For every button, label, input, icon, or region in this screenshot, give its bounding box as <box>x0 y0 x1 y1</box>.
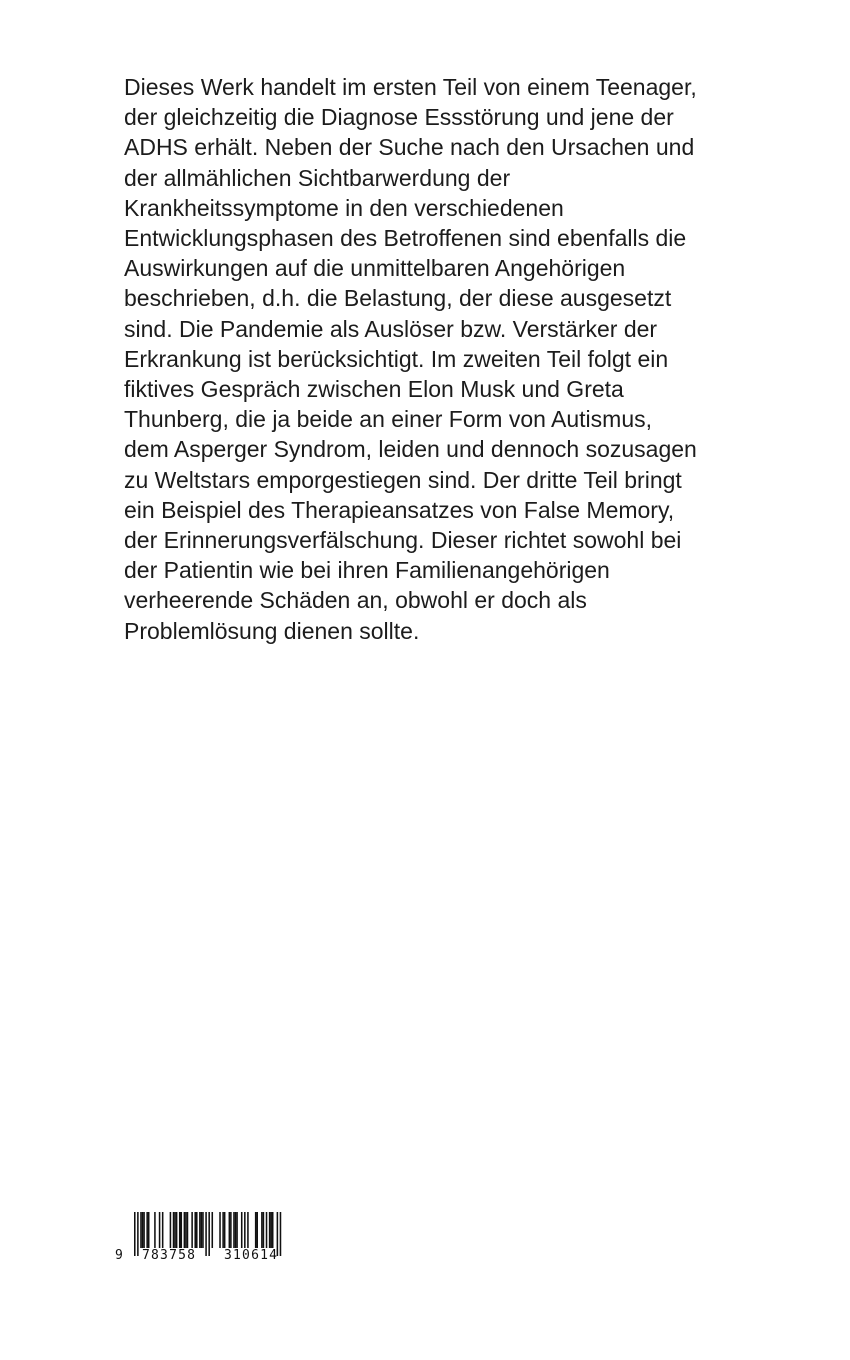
barcode-bar <box>184 1212 186 1248</box>
barcode-bar <box>235 1212 237 1248</box>
description-line: der allmählichen Sichtbarwerdung der <box>124 164 511 191</box>
description-line: Problemlösung dienen sollte. <box>124 617 420 644</box>
barcode-bar <box>187 1212 189 1248</box>
barcode-bar <box>154 1212 156 1248</box>
barcode-bar <box>224 1212 226 1248</box>
barcode-bar <box>140 1212 142 1248</box>
barcode-bar <box>241 1212 243 1248</box>
barcode-right-group: 310614 <box>224 1248 279 1263</box>
barcode-bar <box>179 1212 181 1248</box>
barcode-bar <box>174 1212 176 1248</box>
description-line: sind. Die Pandemie als Auslöser bzw. Verstärker der <box>124 315 658 342</box>
barcode-bar <box>162 1212 164 1248</box>
description-line: der Patientin wie bei ihren Familienangehörigen <box>124 557 610 584</box>
barcode-bar <box>256 1212 258 1248</box>
barcode-bar <box>263 1212 265 1248</box>
description-line: Auswirkungen auf die unmittelbaren Angehörigen <box>124 255 626 282</box>
barcode-bar <box>233 1212 235 1248</box>
barcode-bar <box>146 1212 148 1248</box>
description-line: ein Beispiel des Therapieansatzes von False Memory, <box>124 496 675 523</box>
barcode-bar <box>212 1212 214 1248</box>
description-line: Entwicklungsphasen des Betroffenen sind ebenfalls die <box>124 225 687 252</box>
barcode-bar <box>244 1212 246 1248</box>
barcode-bar <box>230 1212 232 1248</box>
description-line: dem Asperger Syndrom, leiden und dennoch sozusagen <box>124 436 697 463</box>
description-line: verheerende Schäden an, obwohl er doch als <box>124 587 587 614</box>
barcode-bar <box>261 1212 263 1248</box>
barcode-bar <box>170 1212 172 1248</box>
description-line: Thunberg, die ja beide an einer Form von Autismus, <box>124 406 653 433</box>
barcode-bar <box>269 1212 271 1248</box>
description-line: Dieses Werk handelt im ersten Teil von einem Teenager, <box>124 74 697 100</box>
description-line: der Erinnerungsverfälschung. Dieser richtet sowohl bei <box>124 527 682 554</box>
barcode-bar <box>159 1212 161 1248</box>
barcode-bar <box>185 1212 187 1248</box>
barcode-left-group: 783758 <box>142 1248 197 1263</box>
barcode-bar <box>229 1212 231 1248</box>
barcode-bar <box>272 1212 274 1248</box>
description-line: fiktives Gespräch zwischen Elon Musk und Greta <box>124 376 624 403</box>
description-line: Erkrankung ist berücksichtigt. Im zweiten Teil folgt ein <box>124 345 669 372</box>
barcode-bar <box>247 1212 249 1248</box>
barcode-bar <box>202 1212 204 1248</box>
barcode-bar <box>199 1212 201 1248</box>
barcode-bar <box>266 1212 268 1248</box>
barcode-bar <box>201 1212 203 1248</box>
barcode-bar <box>222 1212 224 1248</box>
barcode-first-digit: 9 <box>115 1248 125 1263</box>
barcode-bar <box>194 1212 196 1248</box>
barcode-bar <box>270 1212 272 1248</box>
description-line: Krankheitssymptome in den verschiedenen <box>124 194 564 221</box>
barcode-bar <box>255 1212 257 1248</box>
barcode-bar <box>176 1212 178 1248</box>
barcode-bar <box>219 1212 221 1248</box>
description-line: zu Weltstars emporgestiegen sind. Der dritte Teil bringt <box>124 466 682 493</box>
description-line: ADHS erhält. Neben der Suche nach den Ursachen und <box>124 134 695 161</box>
barcode-bar <box>173 1212 175 1248</box>
description-line: der gleichzeitig die Diagnose Essstörung und jene der <box>124 104 674 131</box>
description-line: beschrieben, d.h. die Belastung, der diese ausgesetzt <box>124 285 672 312</box>
barcode-digits <box>110 1248 300 1268</box>
book-description <box>124 72 764 646</box>
barcode-bar <box>191 1212 193 1248</box>
barcode-bar <box>142 1212 144 1248</box>
isbn-barcode <box>110 1208 300 1272</box>
barcode-bar <box>148 1212 150 1248</box>
barcode-bar <box>236 1212 238 1248</box>
barcode-bar <box>181 1212 183 1248</box>
barcode-bar <box>143 1212 145 1248</box>
barcode-bar <box>196 1212 198 1248</box>
